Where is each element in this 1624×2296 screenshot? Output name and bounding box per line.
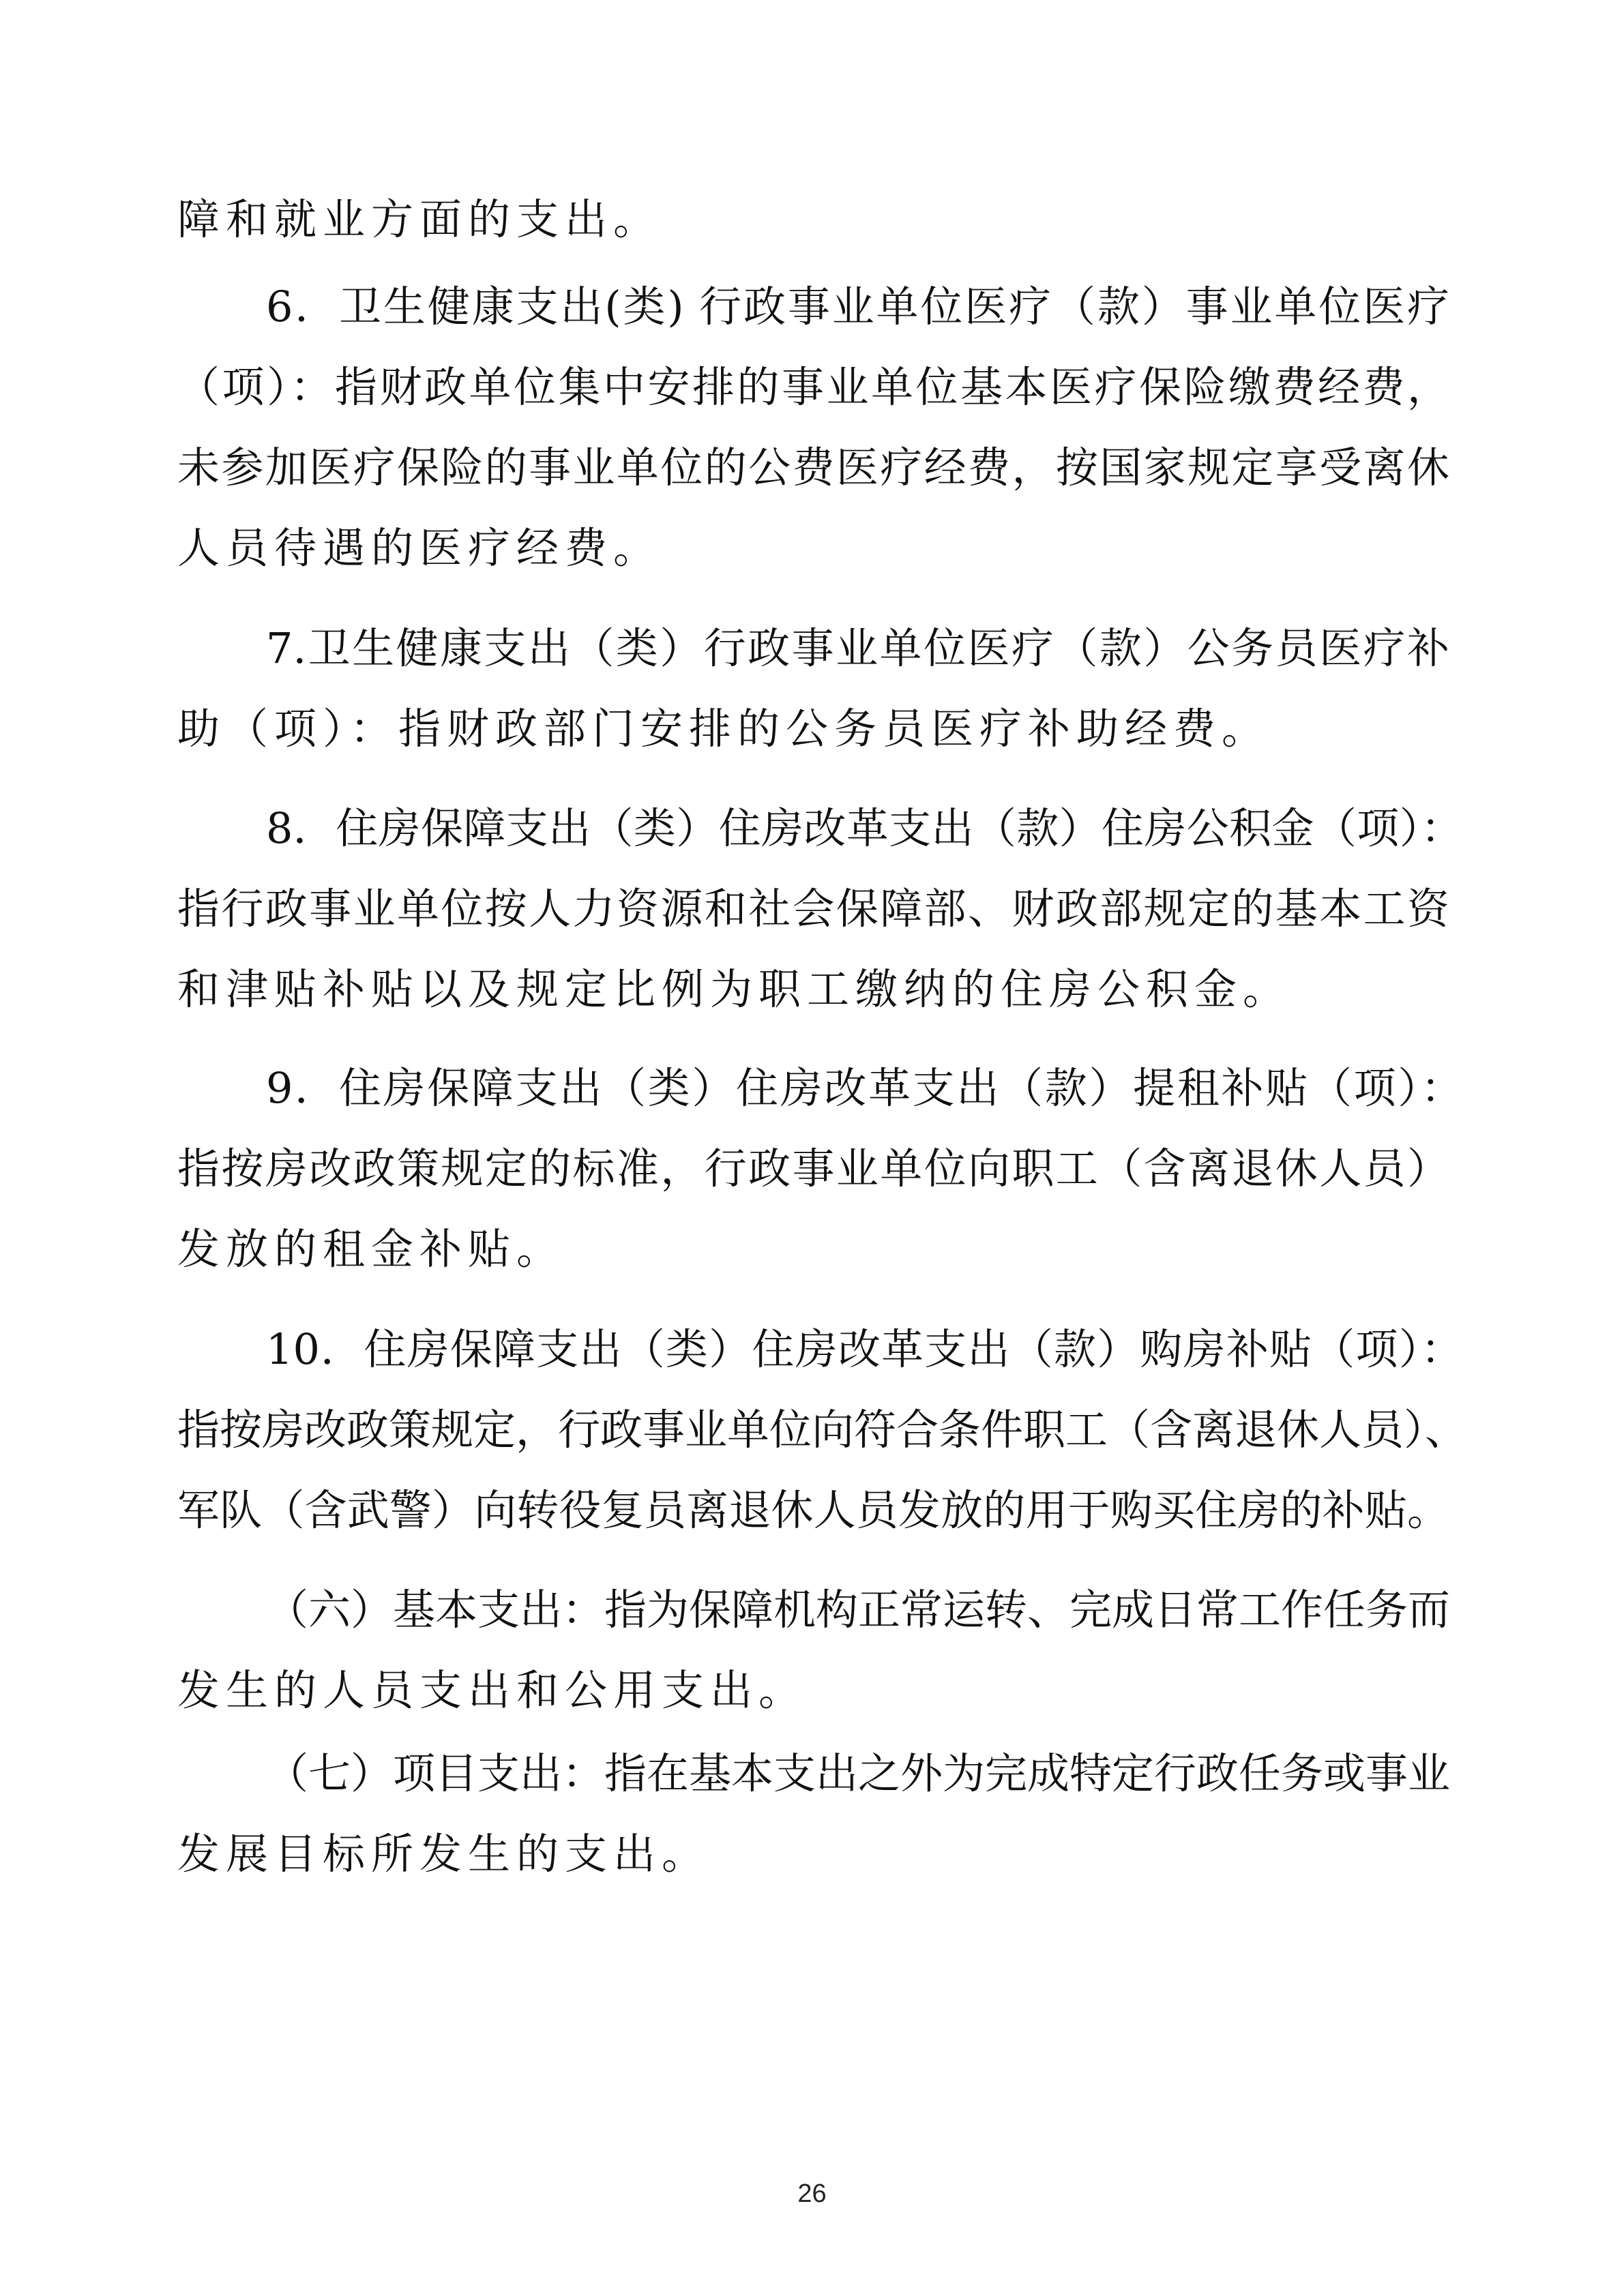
text-line: 指行政事业单位按人力资源和社会保障部、财政部规定的基本工资 — [177, 884, 1449, 934]
text-line: （七）项目支出：指在基本支出之外为完成特定行政任务或事业 — [266, 1748, 1451, 1798]
text-line: 发放的租金补贴。 — [177, 1224, 565, 1274]
text-line: 10．住房保障支出（类）住房改革支出（款）购房补贴（项）： — [266, 1324, 1463, 1374]
text-line: 军队（含武警）向转役复员离退休人员发放的用于购买住房的补贴。 — [177, 1485, 1449, 1535]
text-line: 人员待遇的医疗经费。 — [177, 523, 662, 573]
text-line: 未参加医疗保险的事业单位的公费医疗经费，按国家规定享受离休 — [177, 443, 1449, 492]
text-line: 助（项）：指财政部门安排的公务员医疗补助经费。 — [177, 704, 1271, 754]
text-line: 7.卫生健康支出（类）行政事业单位医疗（款）公务员医疗补 — [266, 623, 1449, 673]
text-line: 8．住房保障支出（类）住房改革支出（款）住房公积金（项）： — [266, 803, 1463, 853]
text-line: 6．卫生健康支出(类) 行政事业单位医疗（款）事业单位医疗 — [266, 282, 1449, 331]
text-line: 指按房改政策规定，行政事业单位向符合条件职工（含离退休人员）、 — [177, 1405, 1468, 1455]
text-line: （六）基本支出：指为保障机构正常运转、完成日常工作任务而 — [266, 1585, 1451, 1635]
text-line: 9．住房保障支出（类）住房改革支出（款）提租补贴（项）： — [266, 1063, 1463, 1113]
page-number: 26 — [797, 2179, 827, 2208]
text-line: 发生的人员支出和公用支出。 — [177, 1665, 808, 1715]
text-line: 指按房改政策规定的标准，行政事业单位向职工（含离退休人员） — [177, 1144, 1449, 1193]
text-line: 障和就业方面的支出。 — [177, 194, 662, 244]
text-line: 和津贴补贴以及规定比例为职工缴纳的住房公积金。 — [177, 964, 1292, 1014]
text-line: 发展目标所发生的支出。 — [177, 1829, 711, 1879]
text-line: （项）：指财政单位集中安排的事业单位基本医疗保险缴费经费， — [177, 362, 1449, 412]
